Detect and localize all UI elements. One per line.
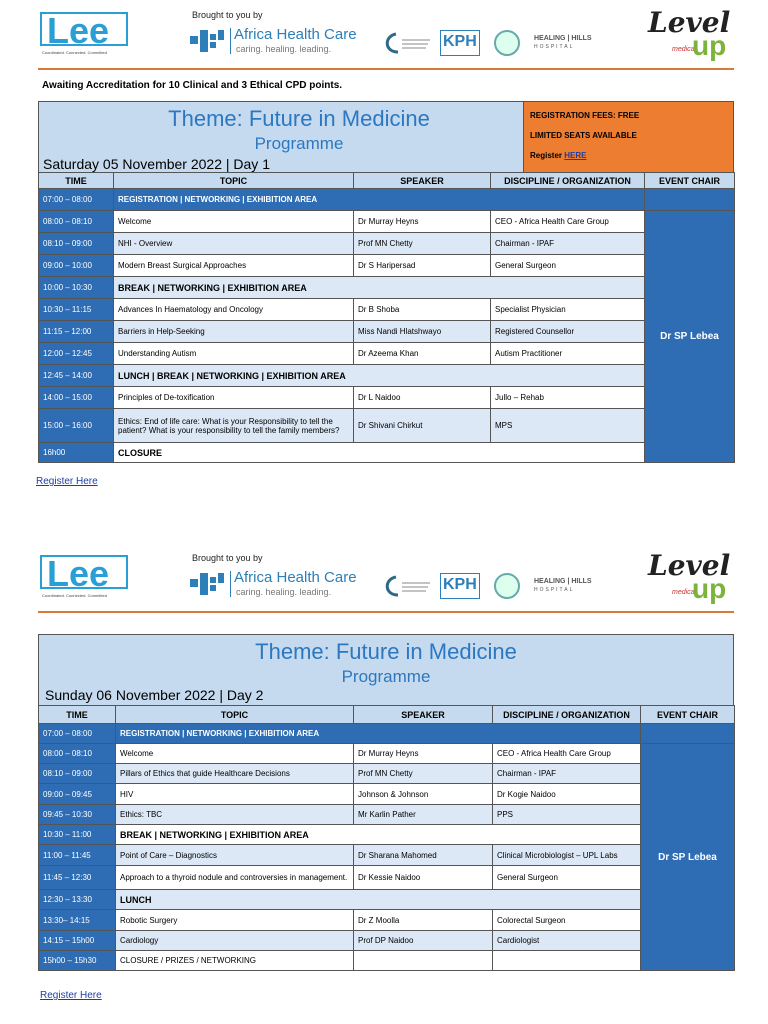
speaker-cell: Prof MN Chetty bbox=[354, 233, 491, 255]
programme-title: Programme bbox=[341, 667, 431, 686]
time-cell: 12:45 – 14:00 bbox=[39, 365, 114, 387]
table-row bbox=[39, 805, 735, 825]
session-band-cell: REGISTRATION | NETWORKING | EXHIBITION AREA bbox=[116, 724, 641, 744]
speaker-cell: Prof MN Chetty bbox=[354, 764, 493, 784]
table-row bbox=[39, 365, 735, 387]
col-time: TIME bbox=[39, 173, 114, 189]
org-cell: CEO - Africa Health Care Group bbox=[493, 744, 641, 764]
org-cell: Chairman - IPAF bbox=[493, 764, 641, 784]
speaker-cell: Mr Karlin Pather bbox=[354, 805, 493, 825]
chair-spacer-cell bbox=[645, 189, 735, 211]
table-row bbox=[39, 321, 735, 343]
org-cell: General Surgeon bbox=[491, 255, 645, 277]
table-row bbox=[39, 299, 735, 321]
topic-cell: NHI - Overview bbox=[114, 233, 354, 255]
header-day1 bbox=[38, 6, 734, 61]
healing-hills-logo bbox=[534, 34, 592, 60]
topic-cell: Modern Breast Surgical Approaches bbox=[114, 255, 354, 277]
accreditation-note: Awaiting Accreditation for 10 Clinical and 3 Ethical CPD points. bbox=[42, 80, 343, 91]
time-cell: 09:00 – 10:00 bbox=[39, 255, 114, 277]
levelup-up-text: up bbox=[692, 573, 727, 604]
time-cell: 11:00 – 11:45 bbox=[39, 845, 116, 866]
speaker-cell: Dr Shivani Chirkut bbox=[354, 409, 491, 443]
levelup-up-text: up bbox=[692, 30, 727, 61]
speaker-cell: Miss Nandi Hlatshwayo bbox=[354, 321, 491, 343]
theme-banner-day1 bbox=[38, 101, 734, 173]
event-chair-cell: Dr SP Lebea bbox=[645, 211, 735, 463]
register-here-link[interactable]: HERE bbox=[564, 151, 587, 160]
programme-table-day1 bbox=[38, 172, 735, 463]
speaker-cell: Dr Azeema Khan bbox=[354, 343, 491, 365]
speaker-cell: Dr S Haripersad bbox=[354, 255, 491, 277]
topic-cell: Understanding Autism bbox=[114, 343, 354, 365]
topic-cell: Ethics: End of life care: What is your Responsibility to tell the patient? What is your responsibility to tell the family members? bbox=[114, 409, 354, 443]
programme-table-day2 bbox=[38, 705, 735, 971]
col-event-chair: EVENT CHAIR bbox=[645, 173, 735, 189]
circle-partner-logo-icon bbox=[494, 30, 520, 56]
kph-logo: KPH bbox=[440, 573, 480, 599]
time-cell: 07:00 – 08:00 bbox=[39, 724, 116, 744]
org-cell: MPS bbox=[491, 409, 645, 443]
col-event-chair: EVENT CHAIR bbox=[641, 706, 735, 724]
levelup-logo bbox=[642, 6, 732, 62]
chair-spacer-cell bbox=[641, 724, 735, 744]
header-day2 bbox=[38, 549, 734, 604]
table-row bbox=[39, 343, 735, 365]
table-row bbox=[39, 845, 735, 866]
partner-swirl-logo-icon bbox=[382, 573, 432, 599]
healing-hills-logo bbox=[534, 577, 592, 603]
speaker-cell: Prof DP Naidoo bbox=[354, 931, 493, 951]
org-cell bbox=[493, 951, 641, 971]
session-band-cell: BREAK | NETWORKING | EXHIBITION AREA bbox=[116, 825, 641, 845]
healing-hills-name: HEALING | HILLS bbox=[534, 578, 592, 585]
speaker-cell bbox=[354, 951, 493, 971]
table-row bbox=[39, 211, 735, 233]
topic-cell: Robotic Surgery bbox=[116, 910, 354, 931]
org-cell: Colorectal Surgeon bbox=[493, 910, 641, 931]
speaker-cell: Dr B Shoba bbox=[354, 299, 491, 321]
time-cell: 11:45 – 12:30 bbox=[39, 866, 116, 890]
ahc-name: Africa Health Care bbox=[234, 26, 357, 43]
table-row bbox=[39, 931, 735, 951]
time-cell: 10:30 – 11:15 bbox=[39, 299, 114, 321]
time-cell: 16h00 bbox=[39, 443, 114, 463]
lee-tagline: Coordinated. Connected. Committed bbox=[42, 593, 107, 598]
topic-cell: HIV bbox=[116, 784, 354, 805]
time-cell: 13:30– 14:15 bbox=[39, 910, 116, 931]
table-row bbox=[39, 764, 735, 784]
time-cell: 12:30 – 13:30 bbox=[39, 890, 116, 910]
brought-by-label: Brought to you by bbox=[192, 10, 263, 20]
time-cell: 09:00 – 09:45 bbox=[39, 784, 116, 805]
col-discipline: DISCIPLINE / ORGANIZATION bbox=[491, 173, 645, 189]
org-cell: Jullo – Rehab bbox=[491, 387, 645, 409]
programme-title: Programme bbox=[254, 134, 344, 153]
partner-swirl-logo-icon bbox=[382, 30, 432, 56]
africa-health-care-logo bbox=[188, 26, 378, 56]
header-rule bbox=[38, 611, 734, 613]
table-row bbox=[39, 277, 735, 299]
table-row bbox=[39, 825, 735, 845]
org-cell: General Surgeon bbox=[493, 866, 641, 890]
speaker-cell: Dr L Naidoo bbox=[354, 387, 491, 409]
levelup-level-text: Level bbox=[648, 6, 731, 39]
table-row bbox=[39, 910, 735, 931]
topic-cell: Principles of De-toxification bbox=[114, 387, 354, 409]
lee-logo bbox=[40, 10, 128, 55]
register-here-link[interactable]: Register Here bbox=[36, 476, 98, 487]
session-band-cell: LUNCH | BREAK | NETWORKING | EXHIBITION AREA bbox=[114, 365, 645, 387]
time-cell: 08:00 – 08:10 bbox=[39, 744, 116, 764]
speaker-cell: Dr Murray Heyns bbox=[354, 211, 491, 233]
table-row bbox=[39, 189, 735, 211]
register-line bbox=[530, 146, 727, 166]
org-cell: Registered Counsellor bbox=[491, 321, 645, 343]
topic-cell: Advances In Haematology and Oncology bbox=[114, 299, 354, 321]
topic-cell: Approach to a thyroid nodule and controversies in management. bbox=[116, 866, 354, 890]
limited-seats: LIMITED SEATS AVAILABLE bbox=[530, 131, 637, 140]
session-band-cell: CLOSURE bbox=[114, 443, 645, 463]
levelup-level-text: Level bbox=[648, 549, 731, 582]
theme-title: Theme: Future in Medicine bbox=[168, 106, 430, 131]
time-cell: 08:00 – 08:10 bbox=[39, 211, 114, 233]
event-chair-cell: Dr SP Lebea bbox=[641, 744, 735, 971]
day-title: Saturday 05 November 2022 | Day 1 bbox=[43, 156, 270, 172]
time-cell: 14:00 – 15:00 bbox=[39, 387, 114, 409]
ahc-mark-icon bbox=[188, 571, 228, 597]
table-row bbox=[39, 443, 735, 463]
time-cell: 09:45 – 10:30 bbox=[39, 805, 116, 825]
lee-logo-text: Lee bbox=[47, 10, 110, 51]
table-row bbox=[39, 724, 735, 744]
topic-cell: Welcome bbox=[116, 744, 354, 764]
time-cell: 12:00 – 12:45 bbox=[39, 343, 114, 365]
register-prefix: Register bbox=[530, 151, 565, 160]
time-cell: 10:30 – 11:00 bbox=[39, 825, 116, 845]
table-row bbox=[39, 744, 735, 764]
africa-health-care-logo bbox=[188, 569, 378, 599]
session-band-cell: REGISTRATION | NETWORKING | EXHIBITION AREA bbox=[114, 189, 645, 211]
brought-by-label: Brought to you by bbox=[192, 553, 263, 563]
time-cell: 08:10 – 09:00 bbox=[39, 764, 116, 784]
topic-cell: Cardiology bbox=[116, 931, 354, 951]
registration-fees: REGISTRATION FEES: FREE bbox=[530, 111, 640, 120]
col-topic: TOPIC bbox=[114, 173, 354, 189]
circle-partner-logo-icon bbox=[494, 573, 520, 599]
table-row bbox=[39, 866, 735, 890]
ahc-tagline: caring. healing. leading. bbox=[236, 44, 332, 54]
time-cell: 15:00 – 16:00 bbox=[39, 409, 114, 443]
registration-box bbox=[523, 102, 733, 174]
speaker-cell: Dr Murray Heyns bbox=[354, 744, 493, 764]
header-rule bbox=[38, 68, 734, 70]
time-cell: 15h00 – 15h30 bbox=[39, 951, 116, 971]
col-speaker: SPEAKER bbox=[354, 706, 493, 724]
time-cell: 07:00 – 08:00 bbox=[39, 189, 114, 211]
healing-hills-sub: HOSPITAL bbox=[534, 587, 575, 593]
day-title: Sunday 06 November 2022 | Day 2 bbox=[45, 687, 264, 703]
org-cell: Autism Practitioner bbox=[491, 343, 645, 365]
table-row bbox=[39, 255, 735, 277]
lee-logo bbox=[40, 553, 128, 598]
theme-title: Theme: Future in Medicine bbox=[255, 639, 517, 664]
table-row bbox=[39, 784, 735, 805]
session-band-cell: BREAK | NETWORKING | EXHIBITION AREA bbox=[114, 277, 645, 299]
speaker-cell: Dr Z Moolla bbox=[354, 910, 493, 931]
org-cell: Specialist Physician bbox=[491, 299, 645, 321]
table-row bbox=[39, 951, 735, 971]
levelup-logo bbox=[642, 549, 732, 605]
time-cell: 14:15 – 15h00 bbox=[39, 931, 116, 951]
ahc-tagline: caring. healing. leading. bbox=[236, 587, 332, 597]
col-speaker: SPEAKER bbox=[354, 173, 491, 189]
topic-cell: Ethics: TBC bbox=[116, 805, 354, 825]
topic-cell: Pillars of Ethics that guide Healthcare Decisions bbox=[116, 764, 354, 784]
lee-logo-text: Lee bbox=[47, 553, 110, 594]
table-row bbox=[39, 890, 735, 910]
topic-cell: Welcome bbox=[114, 211, 354, 233]
topic-cell: Point of Care – Diagnostics bbox=[116, 845, 354, 866]
org-cell: Cardiologist bbox=[493, 931, 641, 951]
speaker-cell: Dr Kessie Naidoo bbox=[354, 866, 493, 890]
org-cell: Chairman - IPAF bbox=[491, 233, 645, 255]
healing-hills-name: HEALING | HILLS bbox=[534, 35, 592, 42]
table-row bbox=[39, 409, 735, 443]
org-cell: Clinical Microbiologist – UPL Labs bbox=[493, 845, 641, 866]
time-cell: 10:00 – 10:30 bbox=[39, 277, 114, 299]
register-here-link[interactable]: Register Here bbox=[40, 990, 102, 1001]
levelup-medical-text: medical bbox=[672, 46, 697, 53]
org-cell: CEO - Africa Health Care Group bbox=[491, 211, 645, 233]
col-discipline: DISCIPLINE / ORGANIZATION bbox=[493, 706, 641, 724]
speaker-cell: Johnson & Johnson bbox=[354, 784, 493, 805]
table-row bbox=[39, 233, 735, 255]
levelup-medical-text: medical bbox=[672, 589, 697, 596]
healing-hills-sub: HOSPITAL bbox=[534, 44, 575, 50]
topic-cell: CLOSURE / PRIZES / NETWORKING bbox=[116, 951, 354, 971]
lee-tagline: Coordinated. Connected. Committed bbox=[42, 50, 107, 55]
speaker-cell: Dr Sharana Mahomed bbox=[354, 845, 493, 866]
session-band-cell: LUNCH bbox=[116, 890, 641, 910]
time-cell: 11:15 – 12:00 bbox=[39, 321, 114, 343]
time-cell: 08:10 – 09:00 bbox=[39, 233, 114, 255]
ahc-name: Africa Health Care bbox=[234, 569, 357, 586]
org-cell: Dr Kogie Naidoo bbox=[493, 784, 641, 805]
org-cell: PPS bbox=[493, 805, 641, 825]
col-topic: TOPIC bbox=[116, 706, 354, 724]
topic-cell: Barriers in Help-Seeking bbox=[114, 321, 354, 343]
table-row bbox=[39, 387, 735, 409]
theme-banner-day2 bbox=[38, 634, 734, 706]
ahc-mark-icon bbox=[188, 28, 228, 54]
col-time: TIME bbox=[39, 706, 116, 724]
kph-logo: KPH bbox=[440, 30, 480, 56]
